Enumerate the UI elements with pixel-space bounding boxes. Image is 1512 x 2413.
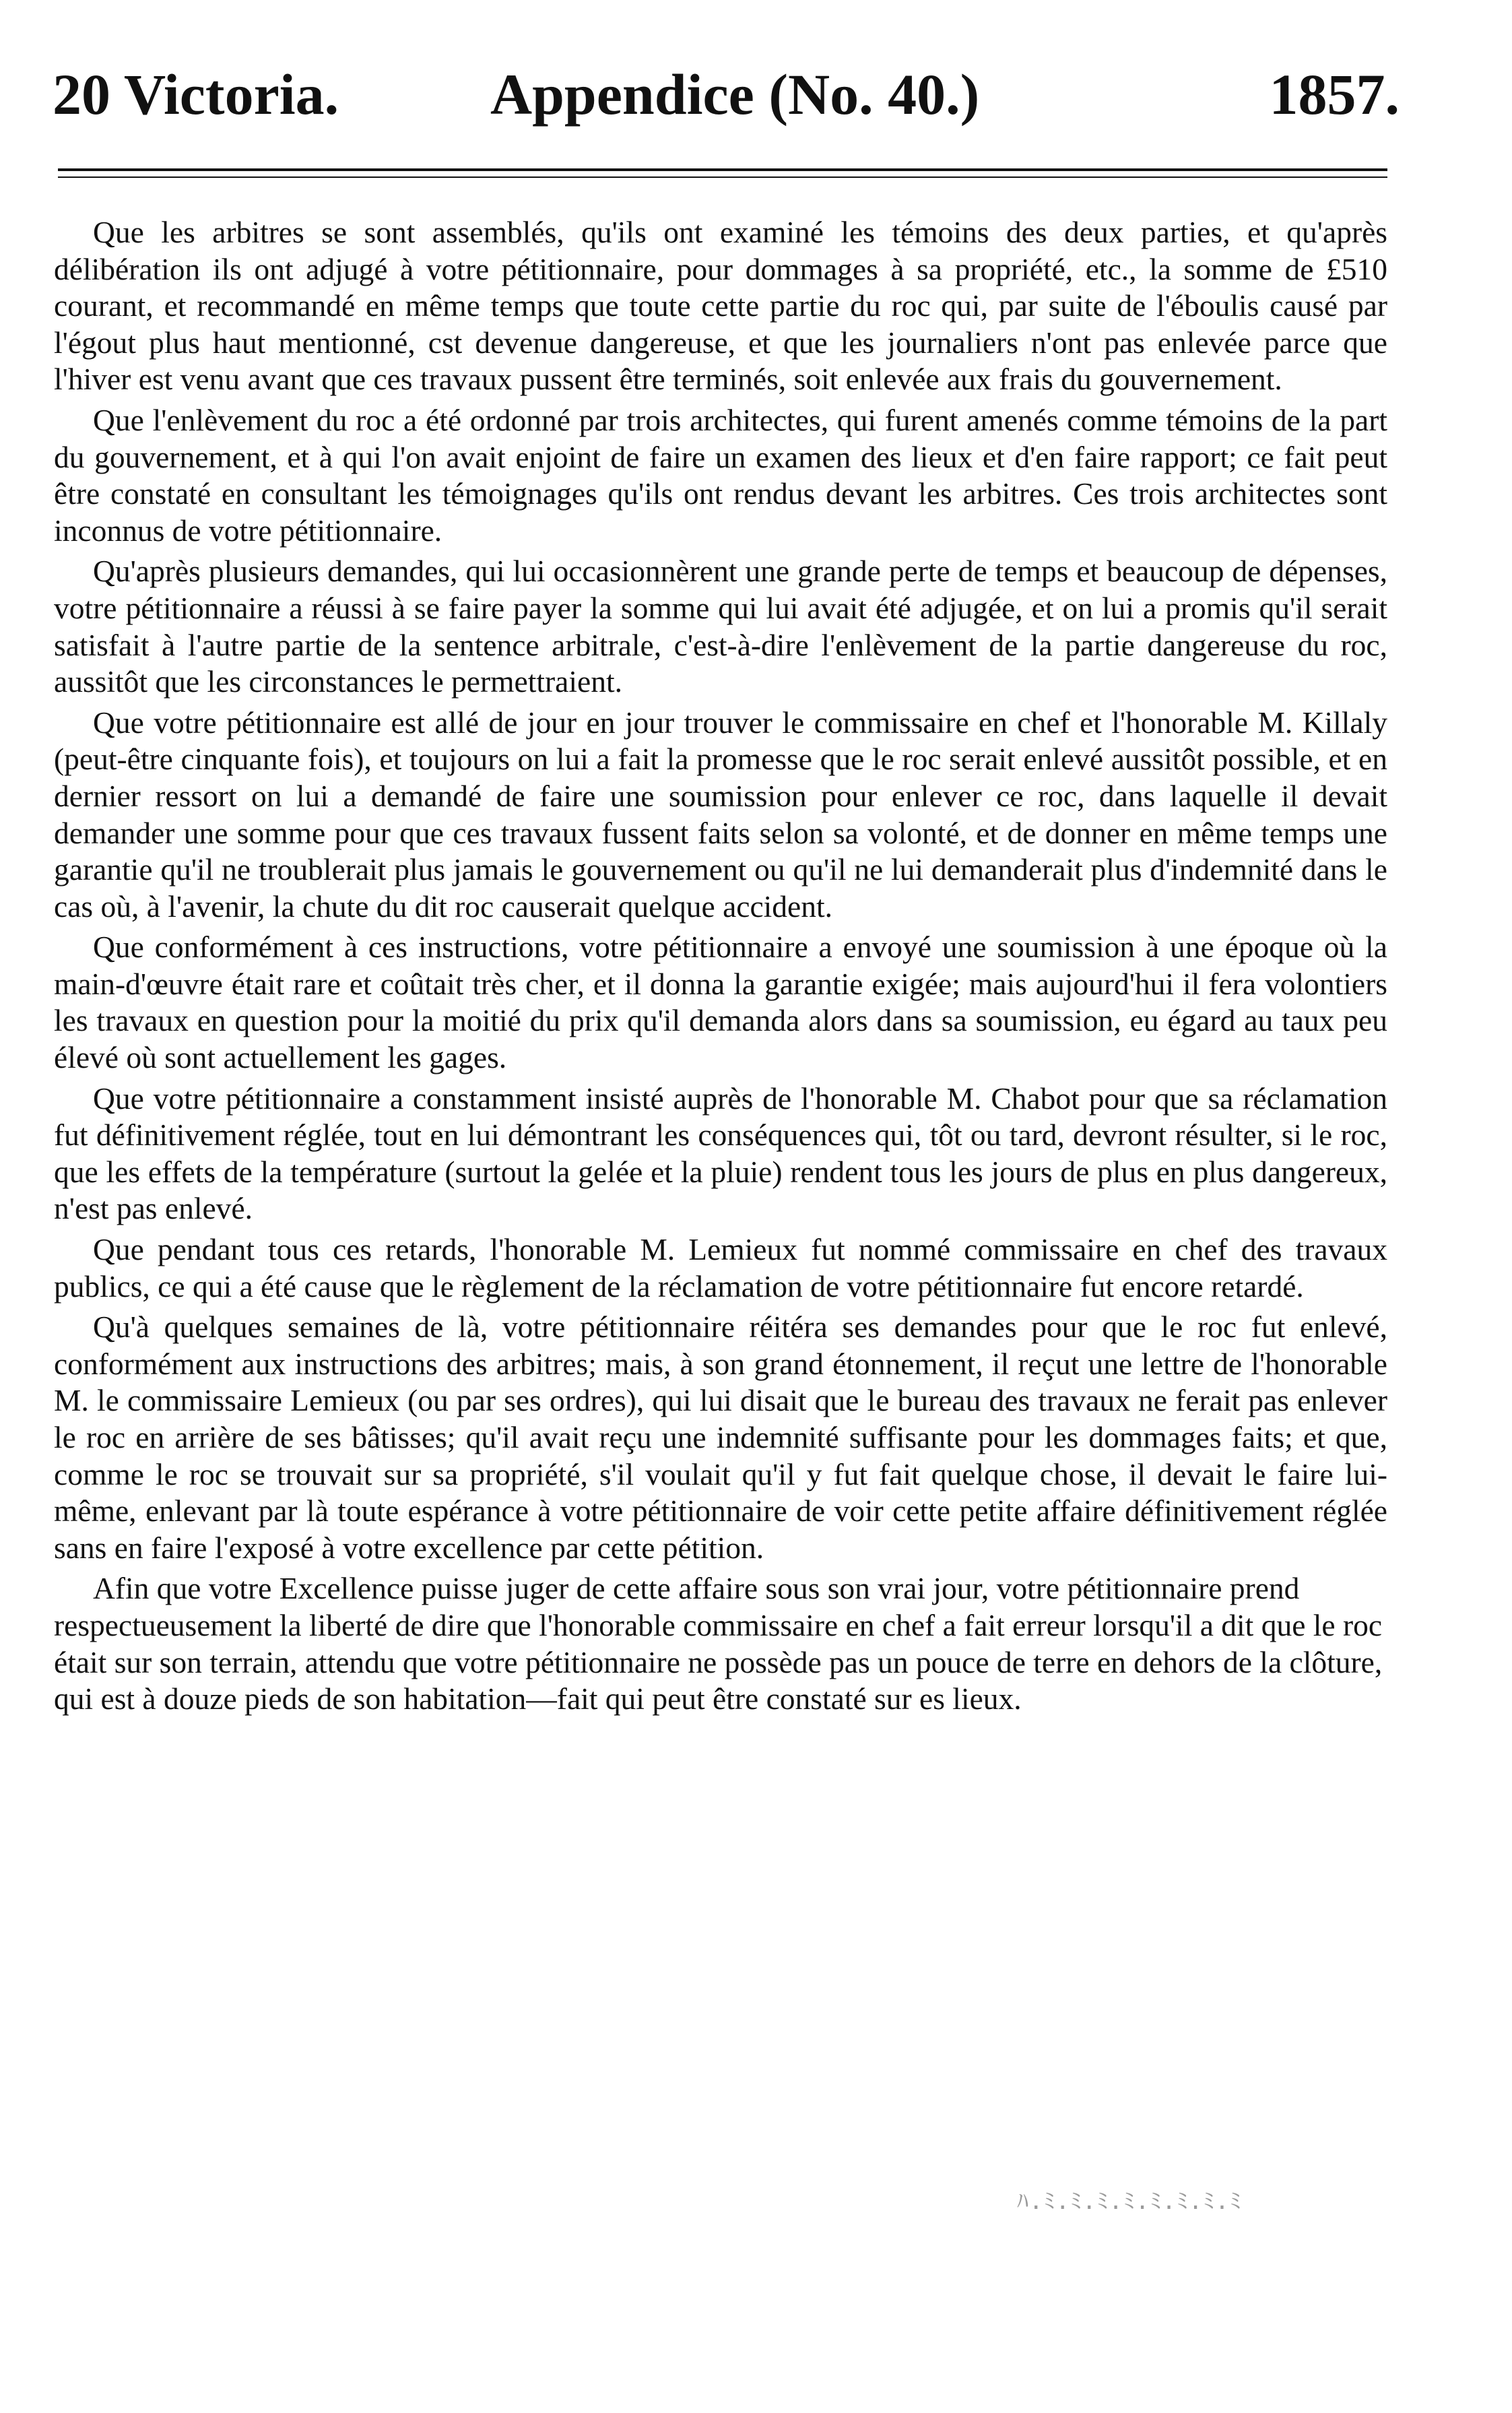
header-session: 20 Victoria. bbox=[53, 62, 339, 127]
paragraph-lemieux: Que pendant tous ces retards, l'honorable M. Lemieux fut nommé commissaire en chef des travaux publics, ce qui a été cause que le règlement de la réclamation de votre pétitionnaire fut encore retardé. bbox=[54, 1232, 1387, 1304]
paragraph-chabot: Que votre pétitionnaire a constamment insisté auprès de l'honorable M. Chabot pour que sa réclamation fut définitivement réglée, tout en lui démontrant les conséquences qui, tôt ou tard, devront résulter, si le roc, que les effets de la température (surtout la gelée et la pluie) rendent tous les jours de plus en plus dangereux, n'est pas enlevé. bbox=[54, 1081, 1387, 1226]
paragraph-arbitres: Que les arbitres se sont assemblés, qu'ils ont examiné les témoins des deux parties, et qu'après délibération ils ont adjugé à votre pétitionnaire, pour dommages à sa propriété, etc., la somme de £510 courant, et recommandé en même temps que toute cette partie du roc qui, par suite de l'éboulis causé par l'égout plus haut mentionné, cst devenue dangereuse, et que les journaliers n'ont pas enlevée parce que l'hiver est venu avant que ces travaux pussent être terminés, soit enlevée aux frais du gouvernement. bbox=[54, 215, 1387, 397]
paragraph-conclusion: Afin que votre Excellence puisse juger de cette affaire sous son vrai jour, votre pétitionnaire prend respectueusement la liberté de dire que l'honorable commissaire en chef a fait erreur lorsqu'il a dit que le roc était sur son terrain, attendu que votre pétitionnaire ne possède pas un pouce de terre en dehors de la clôture, qui est à douze pieds de son habitation—fait qui peut être constaté sur es lieux. bbox=[54, 1571, 1383, 1716]
paragraph-architectes: Que l'enlèvement du roc a été ordonné par trois architectes, qui furent amenés comme témoins de la part du gouvernement, et à qui l'on avait enjoint de faire un examen des lieux et d'en faire rapport; ce fait peut être constaté en consultant les témoignages qu'ils ont rendus devant les arbitres. Ces trois architectes sont inconnus de votre pétitionnaire. bbox=[54, 402, 1387, 548]
header-rule-thin bbox=[58, 176, 1387, 178]
header-rule-thick bbox=[58, 168, 1387, 171]
paragraph-demandes: Qu'après plusieurs demandes, qui lui occasionnèrent une grande perte de temps et beaucoup de dépenses, votre pétitionnaire a réussi à se faire payer la somme qui lui avait été adjugée, et on lui a promis qu'il serait satisfait à l'autre partie de la sentence arbitrale, c'est-à-dire l'enlèvement de la partie dangereuse du roc, aussitôt que les circonstances le permettraient. bbox=[54, 554, 1387, 699]
petition-body bbox=[54, 214, 1387, 1722]
header-year: 1857. bbox=[1269, 62, 1400, 127]
faded-stamp: ﾊ.ﾐ.ﾐ.ﾐ.ﾐ.ﾐ.ﾐ.ﾐ.ﾐ bbox=[1017, 2188, 1242, 2215]
paragraph-lettre: Qu'à quelques semaines de là, votre pétitionnaire réitéra ses demandes pour que le roc fut enlevé, conformément aux instructions des arbitres; mais, à son grand étonnement, il reçut une lettre de l'honorable M. le commissaire Lemieux (ou par ses ordres), qui lui disait que le bureau des travaux ne ferait pas enlever le roc en arrière de ses bâtisses; qu'il avait reçu une indemnité suffisante pour les dommages faits; et que, comme le roc se trouvait sur sa propriété, s'il voulait qu'il y fut fait quelque chose, il devait le faire lui-même, enlevant par là toute espérance à votre pétitionnaire de voir cette petite affaire définitivement réglée sans en faire l'exposé à votre excellence par cette pétition. bbox=[54, 1310, 1387, 1565]
running-header bbox=[53, 47, 1400, 141]
header-appendix: Appendice (No. 40.) bbox=[490, 62, 980, 127]
paragraph-killaly: Que votre pétitionnaire est allé de jour en jour trouver le commissaire en chef et l'honorable M. Killaly (peut-être cinquante fois), et toujours on lui a fait la promesse que le roc serait enlevé aussitôt possible, et en dernier ressort on lui a demandé de faire une soumission pour enlever ce roc, dans laquelle il devait demander une somme pour que ces travaux fussent faits selon sa volonté, et de donner en même temps une garantie qu'il ne troublerait plus jamais le gouvernement ou qu'il ne lui demanderait plus d'indemnité dans le cas où, à l'avenir, la chute du dit roc causerait quelque accident. bbox=[54, 705, 1387, 924]
paragraph-soumission: Que conformément à ces instructions, votre pétitionnaire a envoyé une soumission à une époque où la main-d'œuvre était rare et coûtait très cher, et il donna la garantie exigée; mais aujourd'hui il fera volontiers les travaux en question pour la moitié du prix qu'il demanda alors dans sa soumission, eu égard au taux peu élevé où sont actuellement les gages. bbox=[54, 930, 1387, 1075]
